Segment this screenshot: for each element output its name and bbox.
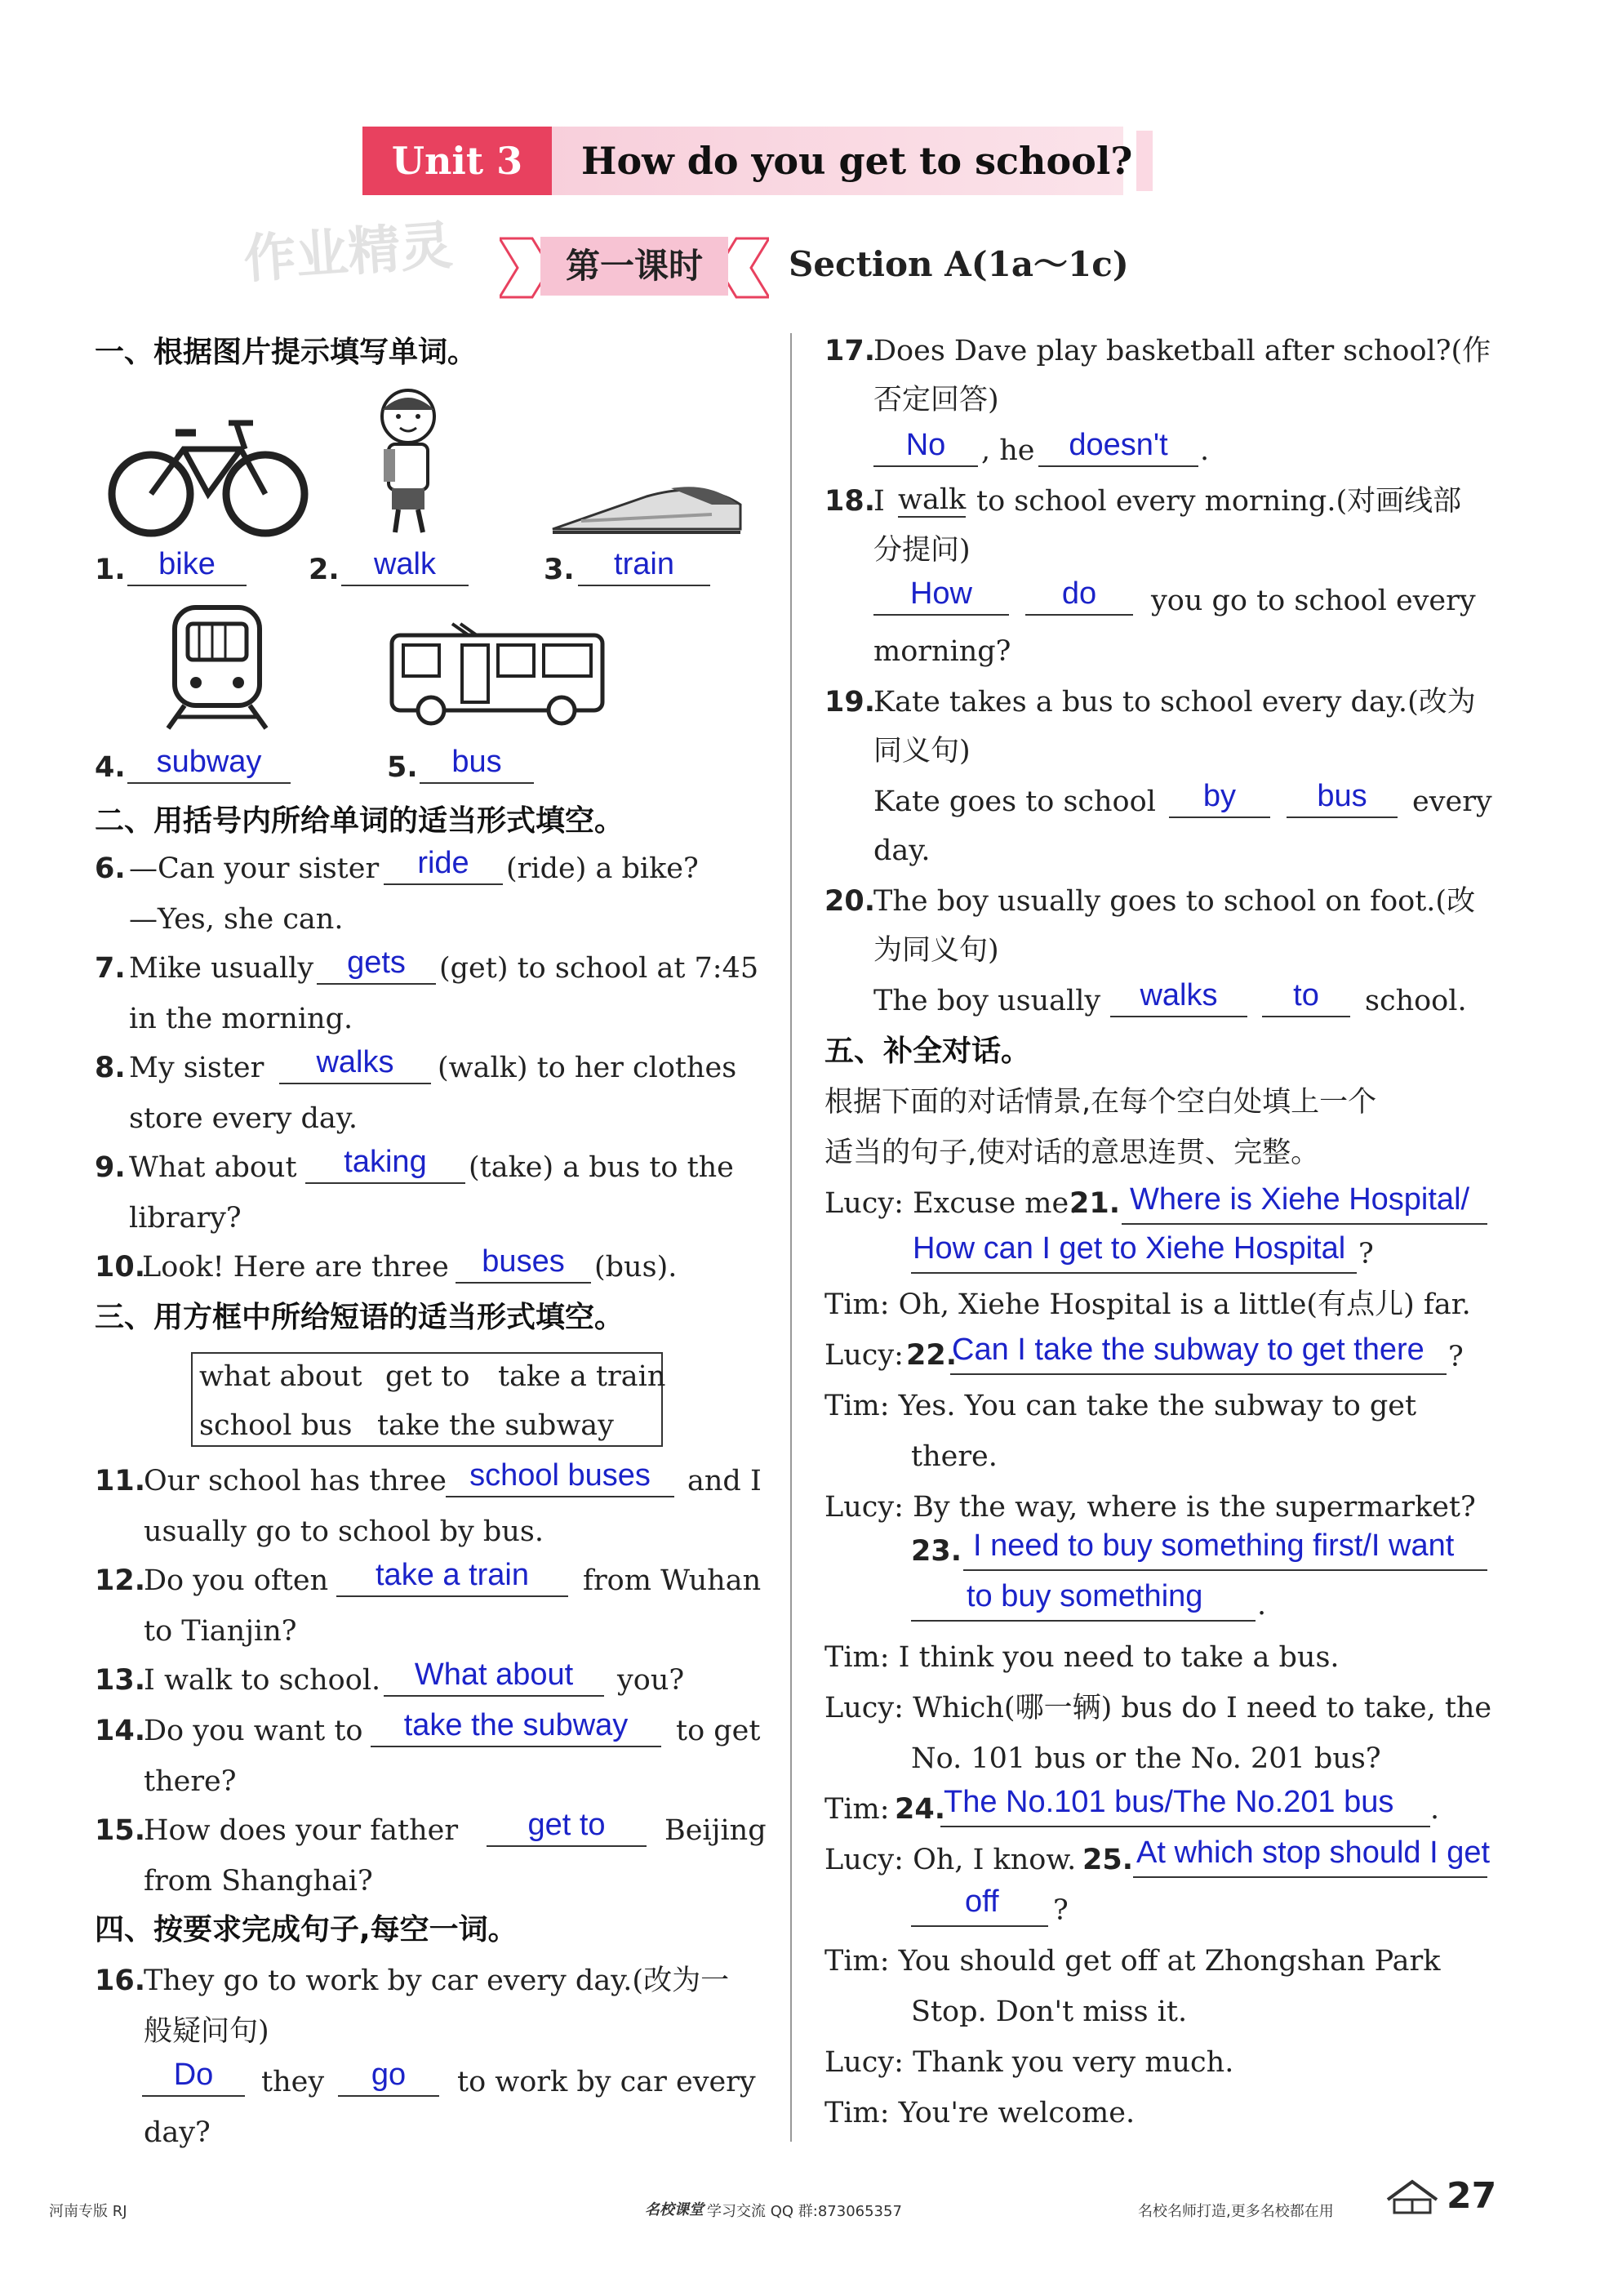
q12-text-b: from Wuhan [583, 1564, 762, 1597]
q7-text-c: in the morning. [129, 1003, 353, 1035]
q11-number: 11. [95, 1465, 146, 1497]
q19-answer-2: bus [1287, 777, 1398, 818]
q17-number: 17. [824, 335, 876, 367]
q19-text-b: 同义句) [873, 735, 971, 768]
q5-number: 5. [387, 751, 418, 784]
q25-answer-1: At which stop should I get [1136, 1835, 1491, 1870]
phrase-get-to: get to [385, 1360, 470, 1393]
q20-answer-1: walks [1110, 977, 1247, 1017]
q5-answer: bus [420, 743, 534, 784]
brand-logo-icon [1380, 2175, 1445, 2221]
q25-number: 25. [1082, 1844, 1134, 1876]
q11-answer: school buses [446, 1457, 674, 1497]
q24-line [940, 1826, 1430, 1827]
q18-answer-2: do [1025, 575, 1133, 616]
bus-icon [387, 619, 607, 733]
q12-text-a: Do you often [144, 1564, 329, 1597]
q25-answer-2: off [965, 1884, 999, 1919]
q18-number: 18. [824, 485, 876, 518]
q22-qmark: ? [1448, 1341, 1464, 1373]
q16-text-c: to work by car every [457, 2066, 756, 2098]
q13-text-a: I walk to school. [144, 1664, 381, 1697]
column-divider [790, 333, 792, 2142]
q6-answer: ride [384, 844, 503, 885]
dialog-line-4b: there. [911, 1440, 998, 1473]
unit-label: Unit 3 [391, 139, 523, 183]
q24-period: . [1430, 1793, 1440, 1826]
q16-text-a: They go to work by car every day.(改为一 [144, 1965, 730, 1997]
phrase-take-the-subway: take the subway [377, 1409, 614, 1442]
dialog-line-3: Lucy: [824, 1339, 904, 1372]
dialog-line-5: Lucy: By the way, where is the supermarket? [824, 1491, 1476, 1524]
dialog-line-8: Tim: [824, 1793, 890, 1826]
q18-answer-1: How [873, 575, 1009, 616]
train-icon [549, 464, 744, 537]
q3-number: 3. [544, 554, 575, 586]
q15-number: 15. [95, 1814, 146, 1847]
q8-text-a: My sister [129, 1052, 264, 1084]
q14-text-a: Do you want to [144, 1715, 363, 1747]
title-bar-tail [1136, 131, 1153, 191]
q17-text-m: , he [981, 434, 1035, 467]
part2-heading: 二、用括号内所给单词的适当形式填空。 [95, 804, 624, 838]
q19-text-a: Kate takes a bus to school every day.(改为 [873, 686, 1476, 719]
q6-text-a: —Can your sister [129, 852, 380, 885]
q17-text-a: Does Dave play basketball after school?(作 [873, 335, 1491, 367]
q10-number: 10. [95, 1251, 146, 1284]
phrase-what-about: what about [199, 1360, 362, 1393]
q20-text-d: school. [1365, 985, 1467, 1017]
footer-qq: 学习交流 QQ 群:873065357 [707, 2203, 902, 2220]
q2-answer: walk [341, 545, 469, 586]
q8-text-c: store every day. [129, 1102, 358, 1135]
walking-boy-icon [359, 385, 457, 541]
dialog-line-1: Lucy: Excuse me. [824, 1187, 1078, 1220]
q19-answer-1: by [1169, 777, 1270, 818]
q14-number: 14. [95, 1715, 146, 1747]
q1-answer: bike [127, 545, 247, 586]
q16-answer-2: go [338, 2056, 439, 2097]
q4-answer: subway [127, 743, 291, 784]
q1-number: 1. [95, 554, 126, 586]
q9-text-a: What about [129, 1151, 297, 1184]
q21-number: 21. [1069, 1187, 1121, 1220]
q21-answer-1: Where is Xiehe Hospital/ [1130, 1182, 1470, 1217]
q13-number: 13. [95, 1664, 146, 1697]
q7-number: 7. [95, 952, 126, 985]
q9-text-b: (take) a bus to the [469, 1151, 734, 1184]
part5-intro-2: 适当的句子,使对话的意思连贯、完整。 [824, 1137, 1320, 1169]
q7-text-b: (get) to school at 7:45 [439, 952, 759, 985]
q6-text-b: (ride) a bike? [506, 852, 699, 885]
q10-text-a: Look! Here are three [142, 1251, 449, 1284]
q10-text-b: (bus). [594, 1251, 678, 1284]
bike-icon [106, 408, 310, 543]
page-number: 27 [1447, 2175, 1497, 2217]
dialog-line-12: Tim: You're welcome. [824, 2097, 1136, 2129]
watermark: 作业精灵 [242, 216, 455, 291]
q11-text-a: Our school has three [144, 1465, 447, 1497]
footer-brand: 名校课堂 [645, 2201, 704, 2218]
q21-answer-2: How can I get to Xiehe Hospital [913, 1231, 1346, 1266]
q14-text-b: to get [676, 1715, 761, 1747]
q19-text-d: every [1412, 785, 1492, 818]
q22-number: 22. [906, 1339, 958, 1372]
dialog-line-10: Tim: You should get off at Zhongshan Park [824, 1945, 1441, 1978]
q21-qmark: ? [1358, 1238, 1374, 1270]
q6-text-c: —Yes, she can. [129, 903, 344, 936]
q14-text-c: there? [144, 1765, 237, 1798]
q11-text-c: usually go to school by bus. [144, 1515, 544, 1548]
q15-text-c: from Shanghai? [144, 1865, 373, 1898]
q21-line-2 [911, 1272, 1357, 1274]
dialog-line-2: Tim: Oh, Xiehe Hospital is a little(有点儿) far. [824, 1288, 1471, 1321]
q18-text-b: 分提问) [873, 534, 971, 567]
q23-number: 23. [911, 1535, 962, 1568]
q3-answer: train [578, 545, 710, 586]
q15-text-b: Beijing [664, 1814, 767, 1847]
q19-text-c: Kate goes to school [873, 785, 1156, 818]
q9-text-c: library? [129, 1202, 242, 1235]
part4-heading: 四、按要求完成句子,每空一词。 [95, 1913, 518, 1947]
q23-period: . [1257, 1589, 1267, 1622]
q16-answer-1: Do [142, 2056, 245, 2097]
q19-number: 19. [824, 686, 876, 719]
dialog-line-11: Lucy: Thank you very much. [824, 2046, 1234, 2079]
part5-intro-1: 根据下面的对话情景,在每个空白处填上一个 [824, 1086, 1377, 1119]
q23-answer-2: to buy something [967, 1579, 1203, 1613]
part3-heading: 三、用方框中所给短语的适当形式填空。 [95, 1301, 624, 1334]
dialog-line-10b: Stop. Don't miss it. [911, 1996, 1188, 2028]
q23-line-2 [911, 1620, 1256, 1622]
q23-answer-1: I need to buy something first/I want [973, 1528, 1455, 1563]
q15-text-a: How does your father [144, 1814, 459, 1847]
q25-line-2 [911, 1925, 1048, 1927]
part1-heading: 一、根据图片提示填写单词。 [95, 336, 478, 369]
q18-text-c: you go to school every [1151, 585, 1476, 617]
q4-number: 4. [95, 751, 126, 784]
q7-text-a: Mike usually [129, 952, 314, 985]
q23-line-1 [963, 1569, 1487, 1571]
q10-answer: buses [456, 1243, 591, 1284]
subway-icon [160, 601, 274, 732]
q20-text-b: 为同义句) [873, 934, 999, 967]
q18-text-d: morning? [873, 635, 1011, 668]
q22-answer: Can I take the subway to get there [952, 1333, 1424, 1367]
q12-number: 12. [95, 1564, 146, 1597]
dialog-line-7: Lucy: Which(哪一辆) bus do I need to take, the [824, 1692, 1492, 1724]
q21-line-1 [1122, 1223, 1487, 1225]
q25-line-1 [1133, 1876, 1487, 1878]
phrase-take-a-train: take a train [498, 1360, 666, 1393]
q22-line [950, 1373, 1447, 1375]
section-label: Section A(1a～1c) [789, 244, 1129, 284]
q24-number: 24. [895, 1793, 946, 1826]
lesson-label: 第一课时 [565, 246, 703, 286]
q8-number: 8. [95, 1052, 126, 1084]
q25-qmark: ? [1053, 1894, 1069, 1927]
q20-text-a: The boy usually goes to school on foot.(改 [873, 885, 1476, 918]
q13-text-b: you? [617, 1664, 685, 1697]
q8-text-b: (walk) to her clothes [438, 1052, 737, 1084]
q2-number: 2. [309, 554, 340, 586]
q18-text-a1: I [873, 485, 885, 518]
dialog-line-9: Lucy: Oh, I know. [824, 1844, 1077, 1876]
q17-answer-2: doesn't [1038, 426, 1198, 467]
q9-answer: taking [305, 1143, 465, 1184]
q17-answer-1: No [873, 426, 978, 467]
phrase-school-bus: school bus [199, 1409, 353, 1442]
dialog-line-6: Tim: I think you need to take a bus. [824, 1641, 1340, 1674]
dialog-line-4: Tim: Yes. You can take the subway to get [824, 1390, 1417, 1422]
q24-answer: The No.101 bus/The No.201 bus [944, 1785, 1394, 1819]
q14-answer: take the subway [371, 1706, 661, 1747]
q11-text-b: and I [687, 1465, 762, 1497]
unit-title: How do you get to school? [581, 139, 1133, 183]
q13-answer: What about [384, 1656, 604, 1697]
q16-number: 16. [95, 1965, 146, 1997]
q9-number: 9. [95, 1151, 126, 1184]
q16-text-d: day? [144, 2116, 211, 2149]
q17-text-c: . [1200, 434, 1210, 467]
q12-text-c: to Tianjin? [144, 1615, 297, 1648]
q6-number: 6. [95, 852, 126, 885]
q20-answer-2: to [1262, 977, 1350, 1017]
dialog-line-7b: No. 101 bus or the No. 201 bus? [911, 1742, 1381, 1775]
q16-text-b: 般疑问句) [144, 2015, 269, 2048]
q19-text-e: day. [873, 834, 931, 867]
q20-text-c: The boy usually [873, 985, 1101, 1017]
footer-slogan: 名校名师打造,更多名校都在用 [1138, 2203, 1334, 2220]
q8-answer: walks [279, 1043, 431, 1084]
part5-heading: 五、补全对话。 [824, 1035, 1031, 1068]
q17-text-b: 否定回答) [873, 384, 999, 416]
q18-text-a2: walk [898, 483, 967, 516]
q15-answer: get to [487, 1806, 647, 1847]
q7-answer: gets [317, 944, 436, 985]
q20-number: 20. [824, 885, 876, 918]
q12-answer: take a train [336, 1556, 568, 1597]
q16-text-m: they [261, 2066, 325, 2098]
footer-edition: 河南专版 RJ [49, 2203, 127, 2220]
q18-text-a3: to school every morning.(对画线部 [976, 485, 1462, 518]
